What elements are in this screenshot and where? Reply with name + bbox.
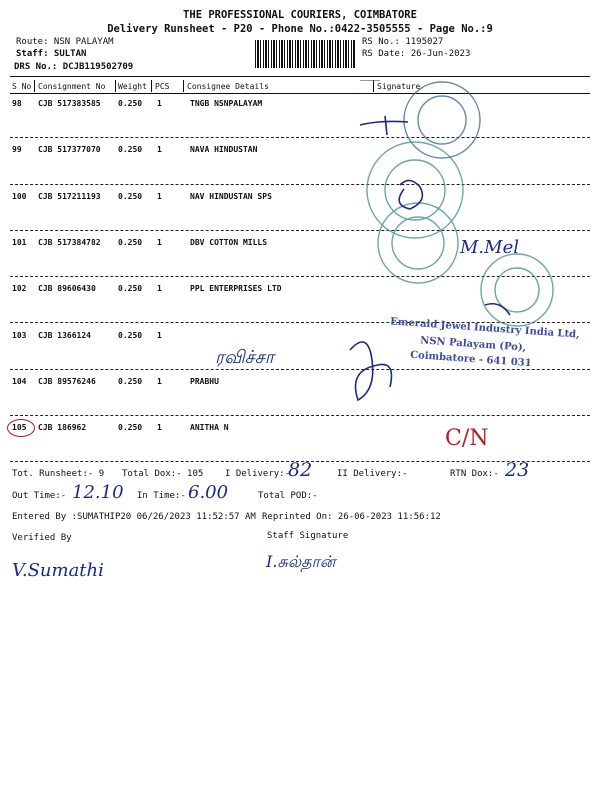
total-pod-label: Total POD:- xyxy=(258,491,318,501)
signature-101: M.Mel xyxy=(460,237,519,258)
runsheet-title: Delivery Runsheet - P20 - Phone No.:0422-3505555 - Page No.:9 xyxy=(107,23,493,35)
row-pcs: 1 xyxy=(157,284,162,293)
row-sno: 101 xyxy=(12,238,27,247)
drs-no: DRS No.: DCJB119502709 xyxy=(14,62,134,72)
stamp-nava-hindustan xyxy=(367,142,463,238)
total-dox: Total Dox:- 105 xyxy=(122,469,204,479)
row-pcs: 1 xyxy=(157,423,162,432)
row-consignee: DBV COTTON MILLS xyxy=(190,238,268,247)
row-consignment: CJB 1366124 xyxy=(38,331,91,340)
emerald-stamp-line2: NSN Palayam (Po), xyxy=(419,335,527,354)
row-consignee: ANITHA N xyxy=(190,423,229,432)
row-divider xyxy=(10,415,590,416)
row-pcs: 1 xyxy=(157,145,162,154)
row-consignee: TNGB NSNPALAYAM xyxy=(190,99,263,108)
row-pcs: 1 xyxy=(157,377,162,386)
company-title: THE PROFESSIONAL COURIERS, COIMBATORE xyxy=(183,9,417,21)
row-weight: 0.250 xyxy=(118,284,143,293)
row-consignment: CJB 517211193 xyxy=(38,192,101,201)
in-time-value: 6.00 xyxy=(188,482,229,503)
row-consignment: CJB 517377070 xyxy=(38,145,101,154)
row-consignee: PPL ENTERPRISES LTD xyxy=(190,284,282,293)
ii-delivery-label: II Delivery:- xyxy=(337,469,408,479)
row-consignment: CJB 517384782 xyxy=(38,238,101,247)
row-weight: 0.250 xyxy=(118,331,143,340)
row-sno: 105 xyxy=(12,423,27,432)
row-sno: 103 xyxy=(12,331,27,340)
barcode xyxy=(255,40,355,68)
row-sno: 104 xyxy=(12,377,27,386)
i-delivery-label: I Delivery:- xyxy=(225,469,291,479)
col-pcs: PCS xyxy=(155,82,170,91)
verified-signature: V.Sumathi xyxy=(12,560,104,581)
entered-by: Entered By :SUMATHIP20 06/26/2023 11:52:57 AM xyxy=(12,512,256,522)
staff-signature: I.சுல்தான் xyxy=(266,552,336,571)
row-weight: 0.250 xyxy=(118,145,143,154)
col-divider xyxy=(115,80,116,92)
in-time-label: In Time:- xyxy=(137,491,186,501)
rtn-dox-value: 23 xyxy=(505,459,530,481)
emerald-stamp-line1: Emerald Jewel Industry India Ltd, xyxy=(389,316,580,341)
row-weight: 0.250 xyxy=(118,238,143,247)
i-delivery-value: 82 xyxy=(288,459,313,481)
row-consignment: CJB 89576246 xyxy=(38,377,96,386)
table-top-rule xyxy=(10,76,590,77)
col-divider xyxy=(183,80,184,92)
row-weight: 0.250 xyxy=(118,377,143,386)
col-sno: S No xyxy=(12,82,32,91)
tot-runsheet: Tot. Runsheet:- 9 xyxy=(12,469,105,479)
row-weight: 0.250 xyxy=(118,423,143,432)
stamp-tngb xyxy=(404,82,480,158)
out-time-value: 12.10 xyxy=(72,482,124,503)
stamp-ppl-enterprises xyxy=(481,254,553,326)
row-pcs: 1 xyxy=(157,99,162,108)
col-divider xyxy=(34,80,35,92)
row-sno: 102 xyxy=(12,284,27,293)
row-pcs: 1 xyxy=(157,192,162,201)
col-weight: Weight xyxy=(118,82,147,91)
verified-by-label: Verified By xyxy=(12,533,72,543)
reprinted-on: Reprinted On: 26-06-2023 11:56:12 xyxy=(262,512,441,522)
rs-date: RS Date: 26-Jun-2023 xyxy=(362,49,471,59)
row-sno: 100 xyxy=(12,192,27,201)
emerald-stamp-line3: Coimbatore - 641 031 xyxy=(409,349,532,370)
row-consignment: CJB 517383585 xyxy=(38,99,101,108)
staff-signature-label: Staff Signature xyxy=(267,531,349,541)
col-signature: Signature xyxy=(377,82,421,91)
stamp-dbv-cotton xyxy=(378,203,458,283)
out-time-label: Out Time:- xyxy=(12,491,67,501)
row-consignment: CJB 186962 xyxy=(38,423,87,432)
row-consignee: PRABHU xyxy=(190,377,219,386)
staff-label: Staff: SULTAN xyxy=(16,49,87,59)
handwriting-103: ரவிச்சா xyxy=(215,347,275,368)
route-label: Route: NSN PALAYAM xyxy=(16,37,114,47)
row-consignee: NAVA HINDUSTAN xyxy=(190,145,258,154)
row-pcs: 1 xyxy=(157,238,162,247)
handwriting-105-cn: C/N xyxy=(445,426,489,451)
row-weight: 0.250 xyxy=(118,99,143,108)
row-consignee: NAV HINDUSTAN SPS xyxy=(190,192,272,201)
col-consignment: Consignment No xyxy=(38,82,106,91)
rtn-dox-label: RTN Dox:- xyxy=(450,469,499,479)
row-pcs: 1 xyxy=(157,331,162,340)
row-consignment: CJB 89606430 xyxy=(38,284,96,293)
row-sno: 98 xyxy=(12,99,22,108)
row-weight: 0.250 xyxy=(118,192,143,201)
row-sno: 99 xyxy=(12,145,22,154)
col-divider xyxy=(151,80,152,92)
col-consignee: Consignee Details xyxy=(187,82,269,91)
rs-no: RS No.: 1195027 xyxy=(362,37,444,47)
